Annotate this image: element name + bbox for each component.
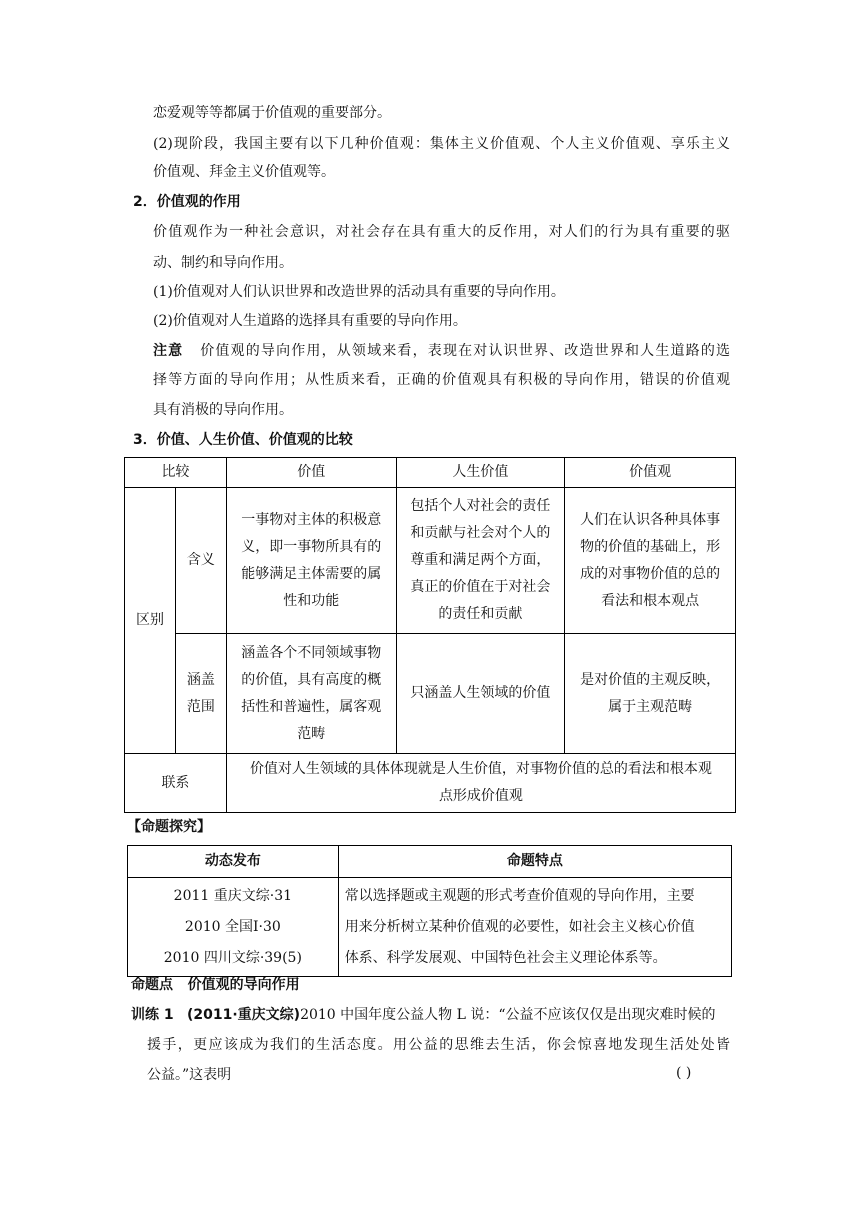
table-cell: 2011 重庆文综·31 2010 全国Ⅰ·30 2010 四川文综·39(5) (128, 878, 339, 977)
table-cell: 人们在认识各种具体事 物的价值的基础上，形 成的对事物价值的总的 看法和根本观点 (565, 488, 736, 634)
table-header-row (128, 846, 732, 878)
table-cell: 只涵盖人生领域的价值 (396, 634, 565, 754)
note-line: 择等方面的导向作用；从性质来看，正确的价值观具有积极的导向作用，错误的价值观 (153, 372, 730, 388)
section-heading: 2．价值观的作用 (133, 194, 241, 210)
table-header-row (125, 458, 736, 488)
row-label: 含义 (175, 488, 226, 634)
exploration-table (127, 845, 732, 977)
table-header-cell: 价值 (226, 458, 396, 488)
table-cell: 常以选择题或主观题的形式考查价值观的导向作用，主要 用来分析树立某种价值观的必要性，如社会主义核心价值 体系、科学发展观、中国特色社会主义理论体系等。 (338, 878, 731, 977)
table-cell: 是对价值的主观反映， 属于主观范畴 (565, 634, 736, 754)
exercise-line: 援手，更应该成为我们的生活态度。用公益的思维去生活，你会惊喜地发现生活处处皆 (147, 1037, 730, 1053)
note-line: 具有消极的导向作用。 (153, 402, 293, 418)
text-line: 价值观、拜金主义价值观等。 (153, 164, 335, 180)
table-cell: 一事物对主体的积极意 义，即一事物所具有的 能够满足主体需要的属 性和功能 (226, 488, 396, 634)
list-item: (1)价值观对人们认识世界和改造世界的活动具有重要的导向作用。 (153, 284, 565, 300)
topic-point: 命题点 价值观的导向作用 (131, 977, 300, 993)
table-row (125, 754, 736, 813)
list-item: (2)价值观对人生道路的选择具有重要的导向作用。 (153, 313, 467, 329)
comparison-table (124, 457, 736, 813)
table-header-cell: 动态发布 (128, 846, 339, 878)
table-header-cell: 人生价值 (396, 458, 565, 488)
note-label: 注意 (153, 343, 184, 359)
paragraph-line: 动、制约和导向作用。 (153, 255, 293, 271)
table-header-cell: 比较 (125, 458, 227, 488)
note-text: 价值观的导向作用，从领域来看，表现在对认识世界、改造世界和人生道路的选 (200, 343, 731, 359)
paragraph-line: 价值观作为一种社会意识，对社会存在具有重大的反作用，对人们的行为具有重要的驱 (153, 224, 730, 240)
row-label: 联系 (125, 754, 227, 813)
note-line (153, 341, 730, 361)
table-header-cell: 价值观 (565, 458, 736, 488)
table-row (125, 488, 736, 634)
table-cell: 涵盖各个不同领域事物 的价值，具有高度的概 括性和普遍性，属客观 范畴 (226, 634, 396, 754)
exercise-text: 2010 中国年度公益人物 L 说：“公益不应该仅仅是出现灾难时候的 (300, 1007, 716, 1023)
row-label: 涵盖 范围 (175, 634, 226, 754)
text-line: 恋爱观等等都属于价值观的重要部分。 (153, 105, 391, 121)
row-group-label: 区别 (125, 488, 176, 754)
exercise-line (131, 1005, 716, 1025)
table-row (128, 878, 732, 977)
table-cell: 价值对人生领域的具体体现就是人生价值，对事物价值的总的看法和根本观 点形成价值观 (226, 754, 735, 813)
answer-blank[interactable]: ( ) (676, 1065, 692, 1081)
exploration-title: 【命题探究】 (127, 819, 211, 835)
table-row (125, 634, 736, 754)
table-header-cell: 命题特点 (338, 846, 731, 878)
exercise-label: 训练 1 (131, 1007, 174, 1023)
section-heading: 3．价值、人生价值、价值观的比较 (133, 432, 353, 448)
table-cell: 包括个人对社会的责任 和贡献与社会对个人的 尊重和满足两个方面， 真正的价值在于对社会 的责任和贡献 (396, 488, 565, 634)
exercise-source: (2011·重庆文综) (186, 1007, 301, 1023)
exercise-line: 公益。”这表明 (147, 1067, 232, 1083)
text-line: (2)现阶段，我国主要有以下几种价值观：集体主义价值观、个人主义价值观、享乐主义 (153, 136, 730, 152)
